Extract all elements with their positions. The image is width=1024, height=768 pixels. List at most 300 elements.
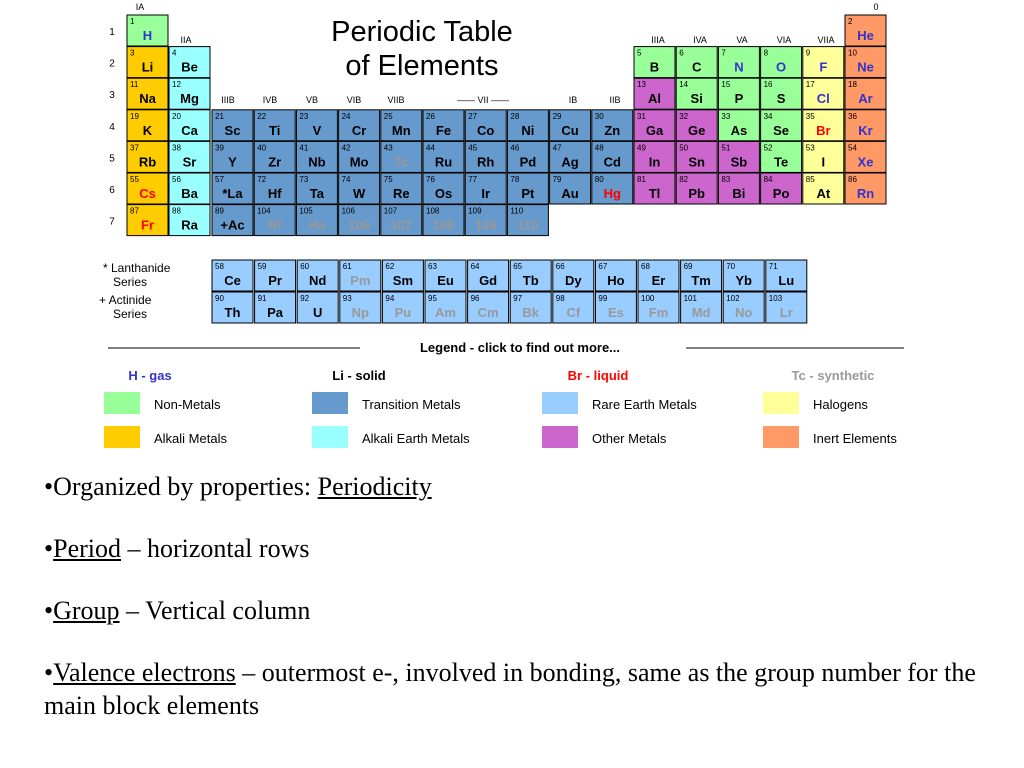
atomic-number: 9 [805, 48, 811, 58]
element-cell-Te[interactable] [761, 141, 802, 172]
atomic-number: 46 [510, 143, 520, 153]
element-cell-Zn[interactable] [592, 110, 633, 141]
element-symbol: Sr [182, 154, 197, 170]
atomic-number: 25 [383, 111, 393, 121]
element-cell-O[interactable] [761, 47, 802, 78]
element-symbol: Se [773, 122, 790, 138]
element-symbol: Tb [522, 273, 539, 288]
element-cell-Be[interactable] [169, 47, 210, 78]
element-cell-Sm[interactable] [382, 260, 423, 291]
element-cell-Os[interactable] [423, 173, 464, 204]
atomic-number: 110 [510, 206, 524, 216]
atomic-number: 8 [763, 48, 769, 58]
bullet-marker: • [44, 534, 54, 563]
bullet-valence [44, 656, 994, 722]
element-cell-110[interactable] [507, 205, 548, 236]
element-symbol: Sc [224, 122, 241, 138]
element-cell-Gd[interactable] [468, 260, 509, 291]
atomic-number: 59 [257, 262, 267, 271]
element-cell-W[interactable] [339, 173, 380, 204]
element-cell-Pa[interactable] [255, 292, 296, 323]
element-cell-Nb[interactable] [296, 141, 337, 172]
bullet-marker: • [44, 596, 54, 625]
element-cell-Tb[interactable] [510, 260, 551, 291]
atomic-number: 72 [257, 175, 267, 184]
atomic-number: 95 [428, 294, 437, 303]
element-symbol: U [313, 305, 323, 320]
element-cell-109[interactable] [465, 205, 506, 236]
element-cell-Tl[interactable] [634, 173, 675, 204]
period-label: 1 [109, 27, 115, 38]
element-cell-Pr[interactable] [255, 260, 296, 291]
element-cell-Ta[interactable] [296, 173, 337, 204]
element-symbol: Ag [561, 154, 579, 170]
atomic-number: 49 [637, 143, 646, 153]
element-symbol: Cd [603, 154, 621, 170]
element-cell-Cf[interactable] [553, 292, 594, 323]
element-cell-Cd[interactable] [592, 141, 633, 172]
legend-state-solid[interactable]: Li - solid [332, 368, 386, 383]
actinide-label-series: Series [113, 307, 148, 321]
legend-state-liquid[interactable]: Br - liquid [567, 368, 629, 383]
element-cell-Mo[interactable] [339, 141, 380, 172]
atomic-number: 57 [215, 175, 224, 184]
element-symbol: Ru [434, 154, 453, 170]
atomic-number: 79 [552, 175, 562, 184]
period-labels [109, 27, 115, 228]
bullet-text: •Organized by properties: [44, 472, 318, 501]
element-cell-Zr[interactable] [254, 141, 295, 172]
bullet-periodicity [44, 470, 994, 503]
element-cell-Xe[interactable] [845, 141, 886, 172]
atomic-number: 12 [172, 80, 181, 90]
element-symbol: Bi [732, 186, 746, 201]
element-symbol: W [352, 186, 366, 201]
element-cell-Co[interactable] [465, 110, 506, 141]
group-label-iva: IVA [693, 35, 707, 45]
atomic-number: 19 [130, 111, 139, 121]
element-symbol: 106 [348, 217, 370, 233]
bullet-text: – horizontal rows [121, 534, 310, 563]
atomic-number: 69 [683, 262, 693, 271]
element-symbol: 110 [517, 217, 539, 233]
legend-item-rare-earth[interactable] [542, 392, 697, 414]
element-symbol: Rn [856, 186, 875, 201]
atomic-number: 78 [510, 175, 520, 184]
atomic-number: 40 [257, 143, 267, 153]
element-symbol: Au [561, 186, 579, 201]
atomic-number: 90 [215, 294, 224, 303]
period-label: 2 [109, 58, 115, 70]
element-cell-Bi[interactable] [718, 173, 759, 204]
atomic-number: 91 [257, 294, 267, 303]
period-label: 4 [109, 121, 115, 133]
element-cell-U[interactable] [297, 292, 338, 323]
element-cell-Pb[interactable] [676, 173, 717, 204]
element-symbol: Bk [522, 305, 540, 320]
element-symbol: Np [351, 305, 369, 320]
element-cell-Ho[interactable] [595, 260, 636, 291]
element-cell-Er[interactable] [638, 260, 679, 291]
element-cell-Mn[interactable] [381, 110, 422, 141]
lanthanide-label: * Lanthanide [103, 261, 171, 275]
atomic-number: 104 [257, 206, 271, 216]
atomic-number: 73 [299, 175, 309, 184]
atomic-number: 71 [768, 262, 778, 271]
element-symbol: Pb [688, 186, 706, 201]
element-cell-Rb[interactable] [127, 141, 168, 172]
element-symbol: Ba [181, 186, 198, 201]
period-label: 6 [109, 185, 115, 196]
element-symbol: Be [181, 59, 198, 75]
element-symbol: Th [224, 305, 241, 320]
element-cell-Cl[interactable] [803, 78, 844, 109]
element-cell-Na[interactable] [127, 78, 168, 109]
element-symbol: Ge [688, 122, 706, 138]
legend-item-alkali[interactable] [104, 426, 227, 448]
element-symbol: Si [690, 91, 703, 107]
element-cell-Pm[interactable] [340, 260, 381, 291]
group-label-va: VA [736, 35, 748, 45]
element-symbol: Rh [477, 154, 495, 170]
bullet-group [44, 594, 994, 627]
atomic-number: 96 [470, 294, 480, 303]
atomic-number: 31 [637, 111, 646, 121]
atomic-number: 48 [594, 143, 604, 153]
atomic-number: 15 [721, 80, 731, 90]
element-cell-In[interactable] [634, 141, 675, 172]
group-label-iiib: IIIB [221, 95, 235, 105]
element-cell-Ga[interactable] [634, 110, 675, 141]
legend [104, 340, 904, 448]
atomic-number: 37 [130, 143, 139, 153]
group-label-viia: VIIA [817, 35, 835, 45]
element-symbol: Kr [858, 122, 873, 138]
legend-item-inert[interactable] [763, 426, 897, 448]
element-cell-Tc[interactable] [381, 141, 422, 172]
element-symbol: 107 [390, 217, 413, 233]
element-cell-B[interactable] [634, 47, 675, 78]
atomic-number: 52 [763, 143, 773, 153]
element-cell-Bk[interactable] [510, 292, 551, 323]
element-cell-Br[interactable] [803, 110, 844, 141]
element-symbol: Fe [435, 122, 452, 138]
group-label-viib: VIIB [387, 95, 405, 105]
element-cell-Pd[interactable] [507, 141, 548, 172]
element-symbol: I [821, 154, 826, 170]
legend-swatch [763, 426, 799, 448]
element-cell-Sr[interactable] [169, 141, 210, 172]
element-symbol: Ti [269, 122, 281, 138]
term-valence-electrons: Valence electrons [53, 658, 236, 687]
element-cell-V[interactable] [296, 110, 337, 141]
element-cell-Tm[interactable] [681, 260, 722, 291]
legend-swatch [104, 392, 140, 414]
element-cell-108[interactable] [423, 205, 464, 236]
element-cell-Dy[interactable] [553, 260, 594, 291]
element-symbol: Rb [138, 154, 157, 170]
legend-state-gas[interactable]: H - gas [128, 368, 172, 383]
element-cell-Yb[interactable] [723, 260, 764, 291]
bullet-marker: • [44, 658, 54, 687]
element-symbol: At [816, 186, 831, 201]
element-cell-Es[interactable] [595, 292, 636, 323]
element-cell-Ge[interactable] [676, 110, 717, 141]
legend-item-halogen[interactable] [763, 392, 868, 414]
element-cell-107[interactable] [381, 205, 422, 236]
element-cell-Ir[interactable] [465, 173, 506, 204]
element-cell-P[interactable] [718, 78, 759, 109]
element-symbol: Ca [181, 122, 198, 138]
element-cell-Cu[interactable] [550, 110, 591, 141]
atomic-number: 3 [130, 48, 135, 58]
atomic-number: 82 [679, 175, 689, 184]
element-cell-Md[interactable] [681, 292, 722, 323]
element-symbol: V [312, 122, 322, 138]
element-cell-106[interactable] [339, 205, 380, 236]
element-symbol: Dy [564, 273, 582, 288]
element-symbol: P [734, 91, 744, 107]
bullet-text: – outermost e-, involved in bonding, same as the group number for the main block elements [44, 658, 976, 720]
atomic-number: 35 [805, 111, 815, 121]
element-symbol: As [730, 122, 748, 138]
element-cell-Eu[interactable] [425, 260, 466, 291]
element-cell-Ce[interactable] [212, 260, 253, 291]
legend-state-synthetic[interactable]: Tc - synthetic [791, 368, 875, 383]
element-symbol: Po [772, 186, 790, 201]
term-group: Group [53, 596, 120, 625]
element-cell-Lu[interactable] [766, 260, 807, 291]
element-symbol: Pt [521, 186, 535, 201]
atomic-number: 74 [341, 175, 351, 184]
element-cell-Cr[interactable] [339, 110, 380, 141]
element-cell-Sb[interactable] [718, 141, 759, 172]
element-symbol: No [735, 305, 753, 320]
element-symbol: 109 [474, 217, 497, 233]
element-cell-Kr[interactable] [845, 110, 886, 141]
element-cell-Cm[interactable] [468, 292, 509, 323]
element-cell-He[interactable] [845, 15, 886, 46]
element-cell-Th[interactable] [212, 292, 253, 323]
group-label-vb: VB [305, 95, 319, 105]
atomic-number: 2 [848, 17, 853, 26]
element-symbol: Sm [392, 273, 414, 288]
atomic-number: 61 [342, 262, 352, 271]
table-title-line-2: of Elements [345, 50, 499, 82]
legend-heading[interactable]: Legend - click to find out more... [419, 340, 621, 355]
atomic-number: 6 [679, 48, 684, 58]
element-cell-Ca[interactable] [169, 110, 210, 141]
element-cell-Ac[interactable] [212, 205, 253, 236]
element-symbol: Pu [394, 305, 412, 320]
element-symbol: Sn [688, 154, 706, 170]
atomic-number: 62 [385, 262, 395, 271]
element-cell-Li[interactable] [127, 47, 168, 78]
atomic-number: 20 [172, 111, 181, 121]
element-cell-H[interactable] [127, 15, 168, 46]
element-symbol: Ar [858, 91, 873, 107]
element-symbol: Ra [181, 217, 198, 233]
element-cell-Ru[interactable] [423, 141, 464, 172]
element-symbol: Ce [224, 273, 241, 288]
element-symbol: Lu [778, 273, 795, 288]
atomic-number: 36 [848, 111, 857, 121]
element-symbol: Tc [394, 154, 409, 170]
element-cell-Si[interactable] [676, 78, 717, 109]
element-cell-Au[interactable] [550, 173, 591, 204]
atomic-number: 56 [172, 175, 181, 184]
element-cell-C[interactable] [676, 47, 717, 78]
element-cell-As[interactable] [718, 110, 759, 141]
element-cell-Ar[interactable] [845, 78, 886, 109]
atomic-number: 68 [641, 262, 650, 271]
atomic-number: 81 [637, 175, 646, 184]
legend-swatch [312, 392, 348, 414]
element-symbol: F [819, 59, 828, 75]
element-symbol: B [649, 59, 660, 75]
element-symbol: 108 [432, 217, 455, 233]
element-cell-La[interactable] [212, 173, 253, 204]
legend-swatch [763, 392, 799, 414]
element-cell-At[interactable] [803, 173, 844, 204]
element-cell-Pu[interactable] [382, 292, 423, 323]
element-symbol: Br [816, 122, 831, 138]
atomic-number: 97 [513, 294, 523, 303]
legend-swatch [104, 426, 140, 448]
element-symbol: H [142, 28, 153, 43]
period-label: 5 [109, 153, 115, 165]
element-cell-K[interactable] [127, 110, 168, 141]
atomic-number: 43 [383, 143, 393, 153]
element-symbol: Tm [691, 273, 711, 288]
atomic-number: 55 [130, 175, 139, 184]
element-cell-Se[interactable] [761, 110, 802, 141]
atomic-number: 65 [513, 262, 523, 271]
legend-item-other-metal[interactable] [542, 426, 667, 448]
atomic-number: 29 [552, 111, 562, 121]
element-cell-Ag[interactable] [550, 141, 591, 172]
element-cell-Am[interactable] [425, 292, 466, 323]
element-cell-Ti[interactable] [254, 110, 295, 141]
element-cell-No[interactable] [723, 292, 764, 323]
element-cell-Hg[interactable] [592, 173, 633, 204]
legend-item-transition[interactable] [312, 392, 461, 414]
element-cell-Mg[interactable] [169, 78, 210, 109]
element-symbol: Ni [521, 122, 535, 138]
element-cell-Hf[interactable] [254, 173, 295, 204]
atomic-number: 28 [510, 111, 520, 121]
actinide-series [99, 292, 807, 323]
element-symbol: Al [648, 91, 661, 107]
element-symbol: Ha [308, 217, 326, 233]
element-symbol: Na [139, 91, 156, 107]
element-cell-Sc[interactable] [212, 110, 253, 141]
atomic-number: 103 [768, 294, 783, 303]
element-symbol: Nb [308, 154, 326, 170]
period-label: 7 [109, 216, 115, 228]
element-symbol: Cs [139, 186, 156, 201]
table-title-line-1: Periodic Table [331, 16, 513, 48]
element-symbol: Rf [267, 217, 282, 233]
element-symbol: *La [222, 186, 243, 201]
element-cell-Fr[interactable] [127, 205, 168, 236]
element-cell-Ne[interactable] [845, 47, 886, 78]
element-cell-Rn[interactable] [845, 173, 886, 204]
element-cell-N[interactable] [718, 47, 759, 78]
element-cell-Ba[interactable] [169, 173, 210, 204]
element-cell-Po[interactable] [761, 173, 802, 204]
bullet-list [44, 470, 994, 751]
element-symbol: Lr [779, 305, 793, 320]
element-cell-Np[interactable] [340, 292, 381, 323]
actinide-label: + Actinide [99, 293, 152, 307]
atomic-number: 17 [805, 80, 815, 90]
element-symbol: Li [141, 59, 154, 75]
element-cell-Fm[interactable] [638, 292, 679, 323]
element-cell-Rh[interactable] [465, 141, 506, 172]
legend-item-nonmetal[interactable] [104, 392, 221, 414]
element-symbol: He [857, 28, 874, 43]
atomic-number: 5 [637, 48, 642, 58]
element-cell-I[interactable] [803, 141, 844, 172]
atomic-number: 99 [598, 294, 608, 303]
atomic-number: 42 [341, 143, 351, 153]
atomic-number: 41 [299, 143, 309, 153]
atomic-number: 50 [679, 143, 689, 153]
element-cell-Re[interactable] [381, 173, 422, 204]
element-symbol: K [142, 122, 153, 138]
element-cell-Cs[interactable] [127, 173, 168, 204]
atomic-number: 106 [341, 206, 355, 216]
element-cell-Nd[interactable] [297, 260, 338, 291]
element-symbol: In [648, 154, 661, 170]
atomic-number: 16 [763, 80, 773, 90]
element-symbol: Hf [267, 186, 282, 201]
group-label-iia: IIA [180, 35, 192, 45]
element-cell-S[interactable] [761, 78, 802, 109]
group-label-zero: 0 [873, 2, 879, 12]
atomic-number: 13 [637, 80, 646, 90]
element-symbol: Xe [857, 154, 874, 170]
element-symbol: Cu [561, 122, 579, 138]
element-cell-Ni[interactable] [507, 110, 548, 141]
atomic-number: 94 [385, 294, 395, 303]
atomic-number: 101 [683, 294, 697, 303]
legend-item-alkaline-earth[interactable] [312, 426, 470, 448]
element-symbol: Co [477, 122, 495, 138]
element-cell-F[interactable] [803, 47, 844, 78]
element-symbol: Md [691, 305, 711, 320]
legend-swatch [542, 392, 578, 414]
element-cell-Sn[interactable] [676, 141, 717, 172]
atomic-number: 86 [848, 175, 857, 184]
element-cell-Ha[interactable] [296, 205, 337, 236]
element-cell-Fe[interactable] [423, 110, 464, 141]
element-cell-Pt[interactable] [507, 173, 548, 204]
element-cell-Y[interactable] [212, 141, 253, 172]
element-cell-Lr[interactable] [766, 292, 807, 323]
element-symbol: Fm [648, 305, 669, 320]
atomic-number: 93 [342, 294, 352, 303]
element-symbol: Zr [268, 154, 282, 170]
element-cell-Rf[interactable] [254, 205, 295, 236]
element-symbol: Sb [730, 154, 748, 170]
element-cell-Ra[interactable] [169, 205, 210, 236]
group-label-via: VIA [776, 35, 792, 45]
element-symbol: Cr [351, 122, 367, 138]
group-label-vii: —— VII —— [456, 95, 510, 105]
element-cell-Al[interactable] [634, 78, 675, 109]
